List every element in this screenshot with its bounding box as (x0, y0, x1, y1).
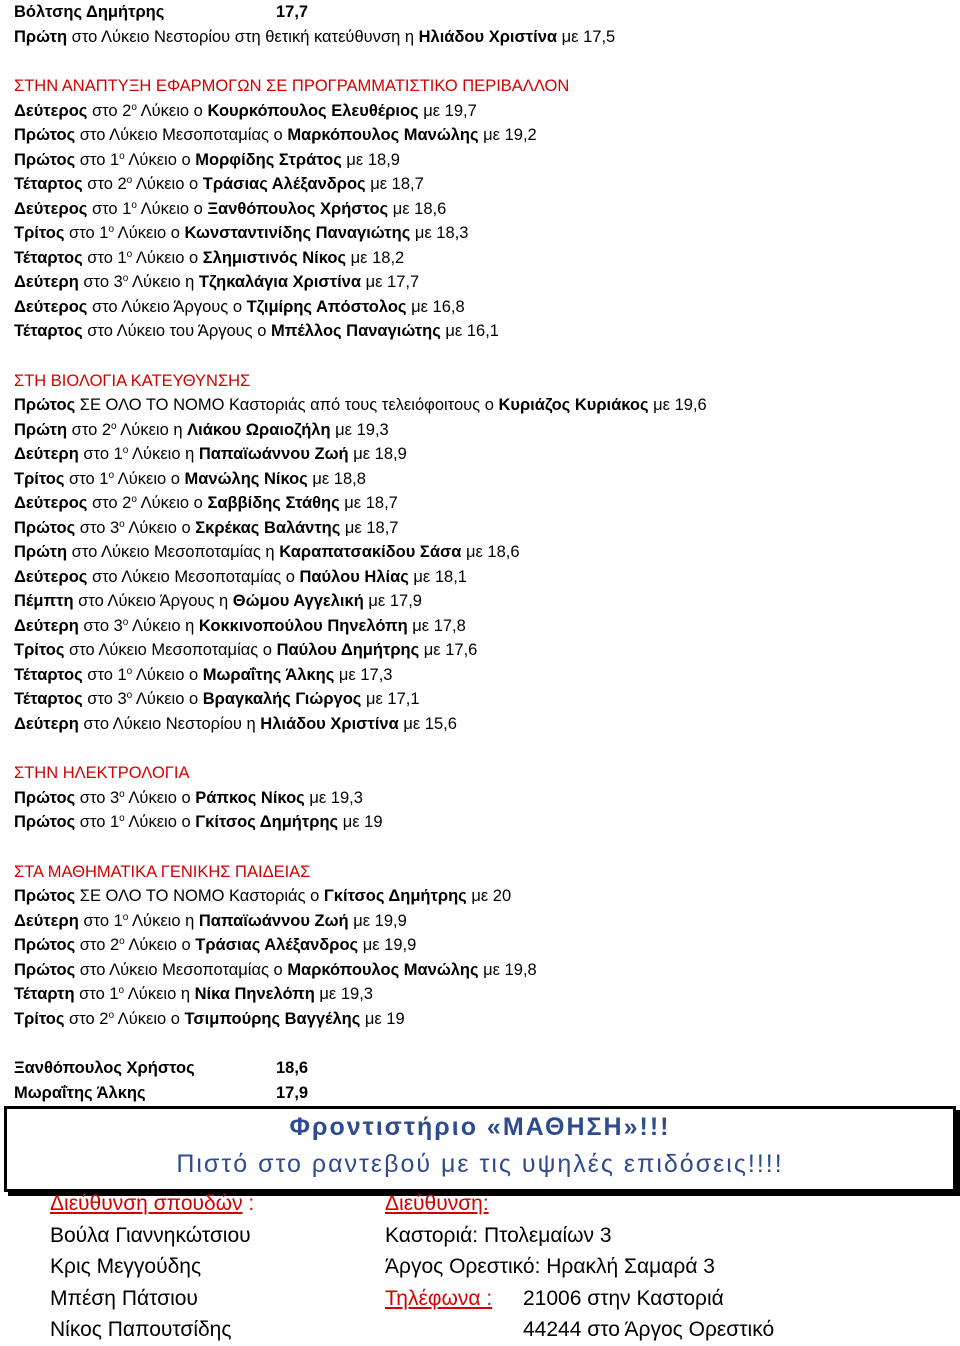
school-text: Λύκειο ο (136, 199, 208, 218)
rank: Δεύτερη (14, 273, 79, 291)
grade-text: με 18,7 (340, 518, 399, 537)
result-line (14, 786, 944, 811)
school-text: στο 2 (64, 1009, 109, 1028)
grade-text: με 18,6 (461, 543, 520, 561)
student-name: Ξανθόπουλος Χρήστος (207, 199, 389, 218)
rank: Πρώτος (14, 396, 76, 414)
ordinal-sup: ο (118, 985, 125, 996)
grade-text: με 17,5 (557, 27, 616, 46)
school-text: στο Λύκειο Μεσοποταμίας η (67, 543, 280, 561)
ordinal-sup: ο (122, 273, 129, 284)
rank: Τέταρτος (14, 690, 83, 708)
studies-colon: : (242, 1192, 255, 1215)
student-name: Ηλιάδου Χριστίνα (260, 714, 399, 733)
result-line (14, 810, 944, 835)
grade-text: με 18,7 (365, 175, 424, 193)
grade-text: με 20 (466, 887, 512, 905)
school-text: στο 1 (82, 665, 127, 684)
result-line (14, 884, 944, 909)
result-line (14, 148, 944, 173)
grade-text: με 17,3 (334, 665, 393, 684)
school-text: Λύκειο ο (124, 936, 196, 954)
result-line (14, 712, 944, 737)
student-name: Μανώλης Νίκος (184, 469, 308, 488)
ordinal-sup: ο (119, 150, 125, 162)
school-text: Λύκειο ο (132, 690, 203, 708)
ordinal-sup: ο (122, 616, 129, 628)
ordinal-sup: ο (119, 788, 125, 800)
address-line: Καστοριά: Πτολεμαίων 3 (385, 1223, 612, 1247)
rank: Δεύτερη (14, 911, 79, 930)
student-name: Κοκκινοπούλου Πηνελόπη (198, 616, 408, 635)
rank: Πρώτος (14, 960, 76, 979)
section-heading: ΣΤΗ ΒΙΟΛΟΓΙΑ ΚΑΤΕΥΘΥΝΣΗΣ (14, 371, 251, 390)
result-line (14, 123, 944, 148)
student-name: Καραπατσακίδου Σάσα (279, 543, 462, 561)
student-name: Γκίτσος Δημήτρης (323, 887, 467, 905)
result-line (14, 418, 944, 443)
rank: Δεύτερος (14, 297, 88, 316)
promo-banner (4, 1106, 956, 1192)
school-text: στο 2 (67, 420, 112, 439)
student-name: Βραγκαλής Γιώργος (202, 690, 362, 708)
rank: Τέταρτη (14, 985, 75, 1003)
grade-text: με 18,2 (346, 248, 405, 267)
school-text: Λύκειο ο (124, 813, 196, 831)
school-text: στο Λύκειο Μεσοποταμίας ο (75, 126, 288, 144)
grade-text: με 19,6 (648, 396, 707, 414)
student-name: Μαρκόπουλος Μανώλης (287, 126, 479, 144)
phone-line: 44244 στο Άργος Ορεστικό (523, 1318, 775, 1341)
school-text: Λύκειο ο (114, 1009, 185, 1028)
school-text: στο 1 (78, 911, 123, 930)
student-name: Νίκα Πηνελόπη (194, 985, 315, 1003)
rank: Πρώτη (14, 543, 68, 561)
results-sections (14, 74, 944, 1056)
student-name: Παύλου Δημήτρης (276, 641, 420, 659)
student-name: Παύλου Ηλίας (299, 567, 409, 586)
rank: Τέταρτος (14, 322, 83, 340)
director-name: Κρις Μεγγούδης (50, 1255, 202, 1278)
rank: Τέταρτος (14, 175, 83, 193)
result-line (14, 1007, 944, 1032)
result-line (14, 909, 944, 934)
student-name: Σκρέκας Βαλάντης (195, 518, 341, 537)
ordinal-sup: ο (126, 690, 133, 701)
result-line (14, 172, 944, 197)
rank: Πρώτη (14, 420, 68, 439)
school-text: στο 1 (82, 248, 127, 267)
school-text: Λύκειο η (128, 273, 199, 291)
grade-text: με 18,6 (388, 199, 447, 218)
school-text: στο Λύκειο Άργους ο (87, 297, 247, 316)
grade-text: με 19,7 (418, 101, 477, 120)
rank: Δεύτερη (14, 616, 79, 635)
school-text: Λύκειο η (116, 420, 188, 439)
school-text: στο 3 (82, 690, 127, 708)
rank: Δεύτερη (14, 714, 79, 733)
grade-text: με 16,1 (440, 322, 499, 340)
ordinal-sup: ο (111, 420, 117, 432)
school-text: στο Λύκειο Άργους η (73, 592, 233, 610)
rank: Πρώτος (14, 936, 76, 954)
student-name: Μωραΐτης Άλκης (14, 1083, 146, 1102)
school-text: στο 1 (75, 150, 120, 169)
address-block (385, 1188, 774, 1346)
ordinal-sup: ο (126, 665, 133, 677)
rank: Πρώτος (14, 788, 76, 807)
school-text: ΣΕ ΟΛΟ ΤΟ ΝΟΜΟ Καστοριάς ο (75, 887, 324, 905)
director-name: Νίκος Παπουτσίδης (50, 1318, 232, 1341)
grade-text: με 18,9 (348, 445, 407, 463)
school-text: στο 2 (75, 936, 120, 954)
ordinal-sup: ο (131, 494, 137, 505)
ordinal-sup: ο (131, 199, 137, 211)
phone-label: Τηλέφωνα : (385, 1286, 493, 1310)
studies-label-row (50, 1188, 254, 1220)
school-text: στο 3 (78, 273, 123, 291)
school-text: Λύκειο ο (124, 150, 196, 169)
ordinal-sup: ο (131, 101, 137, 113)
ordinal-sup: ο (119, 518, 125, 530)
school-text: Λύκειο η (128, 445, 199, 463)
result-line (14, 270, 944, 295)
result-line (14, 933, 944, 958)
grade-text: με 17,6 (419, 641, 478, 659)
rank: Τρίτος (14, 469, 65, 488)
school-text: στο Λύκειο Νεστορίου η (78, 714, 261, 733)
grade-text: με 19,9 (358, 936, 417, 954)
grade: 17,7 (276, 3, 309, 21)
grade-text: με 17,7 (360, 273, 420, 291)
grade-text: με 17,9 (363, 592, 422, 610)
student-name: Τσιμπούρης Βαγγέλης (184, 1009, 361, 1028)
ordinal-sup: ο (108, 224, 114, 235)
student-name: Σλημιστινός Νίκος (202, 248, 347, 267)
grade-text: με 18,8 (307, 469, 366, 488)
student-name: Παπαϊωάννου Ζωή (198, 445, 349, 463)
ordinal-sup: ο (126, 248, 133, 260)
result-line (14, 246, 944, 271)
student-name: Παπαϊωάννου Ζωή (198, 911, 349, 930)
school-text: Λύκειο ο (124, 518, 196, 537)
school-text: Λύκειο ο (124, 788, 196, 807)
student-name: Βόλτσης Δημήτρης (14, 3, 165, 21)
grade-text: με 19,9 (348, 911, 407, 930)
school-text: στο Λύκειο Μεσοποταμίας ο (64, 641, 277, 659)
school-text: στο Λύκειο Μεσοποταμίας ο (87, 567, 300, 586)
ordinal-sup: ο (119, 813, 125, 824)
school-text: στο 1 (87, 199, 132, 218)
student-name: Θώμου Αγγελική (232, 592, 364, 610)
rank: Τρίτος (14, 224, 65, 242)
student-name: Μπέλλος Παναγιώτης (270, 322, 441, 340)
ordinal-sup: ο (119, 936, 125, 947)
rank: Δεύτερη (14, 445, 79, 463)
section-heading: ΣΤΗΝ ΑΝΑΠΤΥΞΗ ΕΦΑΡΜΟΓΩΝ ΣΕ ΠΡΟΓΡΑΜΜΑΤΙΣΤΙΚΟ ΠΕΡΙΒΑΛΛΟΝ (14, 77, 570, 95)
school-text: στο Λύκειο Νεστορίου στη θετική κατεύθυνση η (67, 27, 419, 46)
ordinal-sup: ο (126, 175, 133, 186)
grade-text: με 19,3 (314, 985, 373, 1003)
school-text: Λύκειο ο (136, 101, 208, 120)
result-line (14, 565, 944, 590)
student-name: Ηλιάδου Χριστίνα (418, 27, 558, 46)
student-name: Σαββίδης Στάθης (207, 494, 340, 512)
ordinal-sup: ο (122, 445, 129, 456)
result-line (14, 319, 944, 344)
student-name: Μωραΐτης Άλκης (202, 665, 335, 684)
rank: Πέμπτη (14, 592, 74, 610)
grade-text: με 19 (338, 813, 383, 831)
rank: Δεύτερος (14, 101, 88, 120)
school-text: στο 2 (87, 494, 132, 512)
grade-text: με 19 (360, 1009, 405, 1028)
studies-label: Διεύθυνση σπουδών (50, 1192, 243, 1215)
grade: 18,6 (276, 1059, 309, 1077)
grade-text: με 18,3 (410, 224, 469, 242)
school-text: στο 2 (82, 175, 127, 193)
school-text: Λύκειο ο (132, 248, 203, 267)
school-text: Λύκειο ο (136, 494, 208, 512)
school-text: στο 1 (74, 985, 119, 1003)
rank: Πρώτος (14, 150, 76, 169)
banner-slogan: Πιστό στο ραντεβού με τις υψηλές επιδόσεις!!!! (176, 1150, 784, 1178)
grade-text: με 19,3 (330, 420, 389, 439)
school-text: στο Λύκειο Μεσοποταμίας ο (75, 960, 288, 979)
school-text: στο Λύκειο του Άργους ο (82, 322, 271, 340)
student-name: Κωνσταντινίδης Παναγιώτης (184, 224, 411, 242)
grade-text: με 18,7 (339, 494, 398, 512)
school-text: στο 1 (64, 469, 109, 488)
school-text: Λύκειο η (128, 911, 199, 930)
school-text: στο 1 (78, 445, 123, 463)
ordinal-sup: ο (122, 911, 129, 923)
grade-text: με 15,6 (398, 714, 457, 733)
student-name: Ράπκος Νίκος (195, 788, 305, 807)
school-text: στο 3 (78, 616, 123, 635)
address-line: Άργος Ορεστικό: Ηρακλή Σαμαρά 3 (385, 1255, 715, 1278)
rank: Τέταρτος (14, 248, 83, 267)
student-name: Μαρκόπουλος Μανώλης (287, 960, 479, 979)
result-line (14, 589, 944, 614)
school-text: Λύκειο ο (114, 224, 185, 242)
grade-text: με 19,8 (478, 960, 537, 979)
rank: Πρώτος (14, 887, 76, 905)
school-text: στο 3 (75, 518, 120, 537)
address-label: Διεύθυνση: (385, 1192, 489, 1215)
rank: Πρώτος (14, 813, 76, 831)
school-text: Λύκειο ο (132, 665, 203, 684)
student-name: Τράσιας Αλέξανδρος (202, 175, 366, 193)
school-text: στο 2 (87, 101, 132, 120)
result-line (14, 638, 944, 663)
student-name: Λιάκου Ωραιοζήλη (187, 420, 331, 439)
result-line (14, 442, 944, 467)
ordinal-sup: ο (108, 469, 114, 481)
rank: Πρώτος (14, 518, 76, 537)
result-line (14, 221, 944, 246)
school-text: Λύκειο ο (132, 175, 203, 193)
rank: Δεύτερος (14, 567, 88, 586)
studies-direction (50, 1188, 254, 1346)
extra-line (14, 1081, 944, 1106)
director-name: Βούλα Γιαννηκώτσιου (50, 1223, 251, 1247)
result-line (14, 197, 944, 222)
school-text: ΣΕ ΟΛΟ ΤΟ ΝΟΜΟ Καστοριάς από τους τελειόφοιτους ο (75, 396, 499, 414)
rank: Πρώτος (14, 126, 76, 144)
result-line (14, 467, 944, 492)
extra-line (14, 1056, 944, 1081)
result-line (14, 614, 944, 639)
school-text: στο 1 (64, 224, 109, 242)
student-name: Τζηκαλάγια Χριστίνα (198, 273, 361, 291)
grade-text: με 19,2 (478, 126, 537, 144)
result-line (14, 540, 944, 565)
student-name: Μορφίδης Στράτος (195, 150, 342, 169)
result-line (14, 99, 944, 124)
rank: Τέταρτος (14, 665, 83, 684)
top-result-line (14, 25, 944, 50)
school-text: Λύκειο η (124, 985, 195, 1003)
rank: Πρώτη (14, 27, 68, 46)
result-line (14, 958, 944, 983)
grade-text: με 17,1 (361, 690, 420, 708)
student-name: Τζιμίρης Απόστολος (246, 297, 407, 316)
document-body (14, 0, 944, 1105)
top-name-line (14, 0, 944, 25)
director-name: Μπέση Πάτσιου (50, 1286, 198, 1310)
student-name: Κυριάζος Κυριάκος (498, 396, 649, 414)
student-name: Γκίτσος Δημήτρης (195, 813, 339, 831)
school-text: Λύκειο η (128, 616, 199, 635)
result-line (14, 393, 944, 418)
grade-text: με 18,1 (408, 567, 467, 586)
rank: Τρίτος (14, 1009, 65, 1028)
result-line (14, 491, 944, 516)
grade-text: με 19,3 (304, 788, 363, 807)
section-heading: ΣΤΗΝ ΗΛΕΚΤΡΟΛΟΓΙΑ (14, 764, 190, 782)
result-line (14, 982, 944, 1007)
ordinal-sup: ο (108, 1009, 114, 1021)
phone-line: 21006 στην Καστοριά (523, 1286, 724, 1310)
rank: Δεύτερος (14, 494, 88, 512)
rank: Δεύτερος (14, 199, 88, 218)
school-text: Λύκειο ο (114, 469, 185, 488)
result-line (14, 295, 944, 320)
grade-text: με 18,9 (341, 150, 400, 169)
grade-text: με 17,8 (407, 616, 466, 635)
grade-text: με 16,8 (406, 297, 465, 316)
student-name: Ξανθόπουλος Χρήστος (14, 1059, 195, 1077)
section-heading: ΣΤΑ ΜΑΘΗΜΑΤΙΚΑ ΓΕΝΙΚΗΣ ΠΑΙΔΕΙΑΣ (14, 862, 311, 881)
rank: Τρίτος (14, 641, 65, 659)
school-text: στο 1 (75, 813, 120, 831)
result-line (14, 687, 944, 712)
student-name: Τράσιας Αλέξανδρος (195, 936, 359, 954)
student-name: Κουρκόπουλος Ελευθέριος (207, 101, 419, 120)
school-text: στο 3 (75, 788, 120, 807)
result-line (14, 516, 944, 541)
result-line (14, 663, 944, 688)
grade: 17,9 (276, 1083, 309, 1102)
banner-title: Φροντιστήριο «ΜΑΘΗΣΗ»!!! (289, 1113, 671, 1141)
